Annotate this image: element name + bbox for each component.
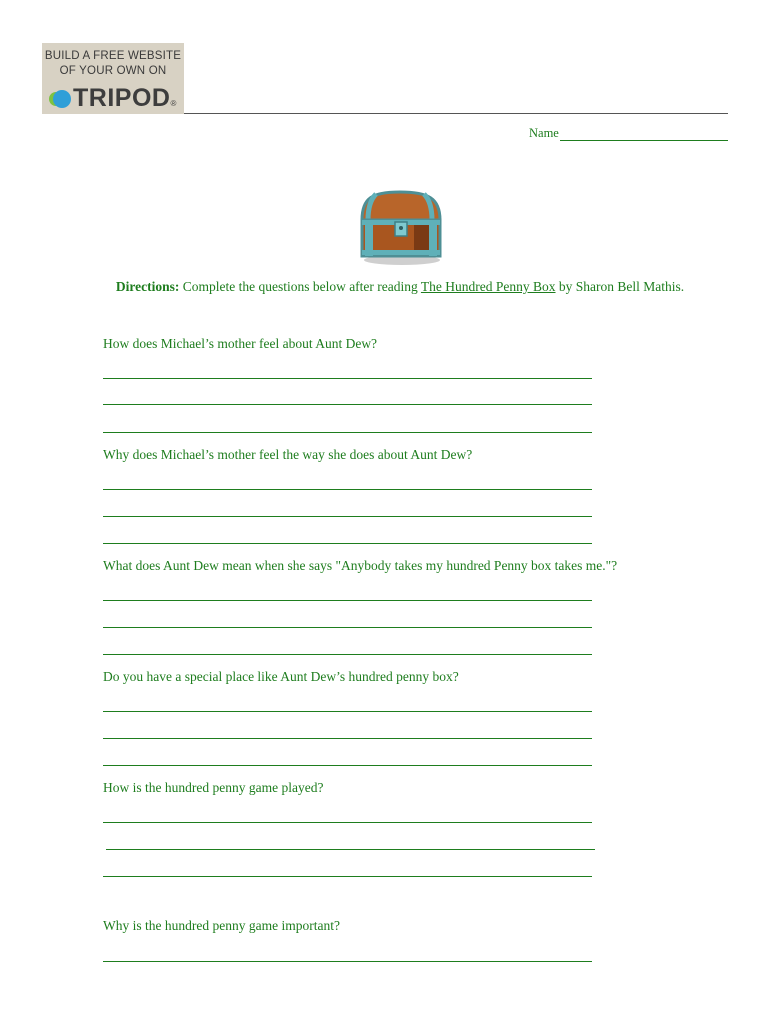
directions-text-after: by Sharon Bell Mathis. — [555, 279, 685, 294]
question-3: What does Aunt Dew mean when she says "Anybody takes my hundred Penny box takes me."? — [103, 558, 618, 573]
question-5: How is the hundred penny game played? — [103, 780, 324, 795]
answer-line-2b[interactable] — [103, 516, 592, 517]
tripod-logo-icon — [48, 86, 72, 110]
banner-brand-text: TRIPOD — [73, 83, 171, 112]
question-1: How does Michael’s mother feel about Aunt Dew? — [103, 336, 378, 351]
name-input-line[interactable] — [560, 126, 728, 141]
header-rule — [184, 113, 728, 114]
answer-line-4c[interactable] — [103, 765, 592, 766]
question-6: Why is the hundred penny game important? — [103, 918, 340, 933]
treasure-chest-icon — [352, 186, 448, 266]
answer-line-3b[interactable] — [103, 627, 592, 628]
name-label: Name — [529, 126, 559, 140]
answer-line-6a[interactable] — [103, 961, 592, 962]
answer-line-1c[interactable] — [103, 432, 592, 433]
answer-line-5b[interactable] — [106, 849, 595, 850]
answer-line-1a[interactable] — [103, 378, 592, 379]
answer-line-5a[interactable] — [103, 822, 592, 823]
answer-line-2c[interactable] — [103, 543, 592, 544]
question-2: Why does Michael’s mother feel the way she does about Aunt Dew? — [103, 447, 473, 462]
directions-label: Directions: — [115, 279, 180, 294]
book-title: The Hundred Penny Box — [420, 279, 556, 294]
directions-text — [0, 279, 768, 295]
answer-line-1b[interactable] — [103, 404, 592, 405]
answer-line-5c[interactable] — [103, 876, 592, 877]
answer-line-3a[interactable] — [103, 600, 592, 601]
answer-line-4b[interactable] — [103, 738, 592, 739]
tripod-logo — [48, 84, 176, 112]
banner-line-2: OF YOUR OWN ON — [59, 65, 167, 77]
answer-line-4a[interactable] — [103, 711, 592, 712]
tripod-banner-ad[interactable] — [42, 43, 184, 114]
banner-line-1: BUILD A FREE WEBSITE — [44, 50, 182, 62]
directions-text-before: Complete the questions below after reading — [179, 279, 421, 294]
answer-line-2a[interactable] — [103, 489, 592, 490]
answer-line-3c[interactable] — [103, 654, 592, 655]
registered-mark: ® — [170, 99, 177, 108]
question-4: Do you have a special place like Aunt Dew’s hundred penny box? — [103, 669, 459, 684]
name-field — [529, 126, 728, 141]
